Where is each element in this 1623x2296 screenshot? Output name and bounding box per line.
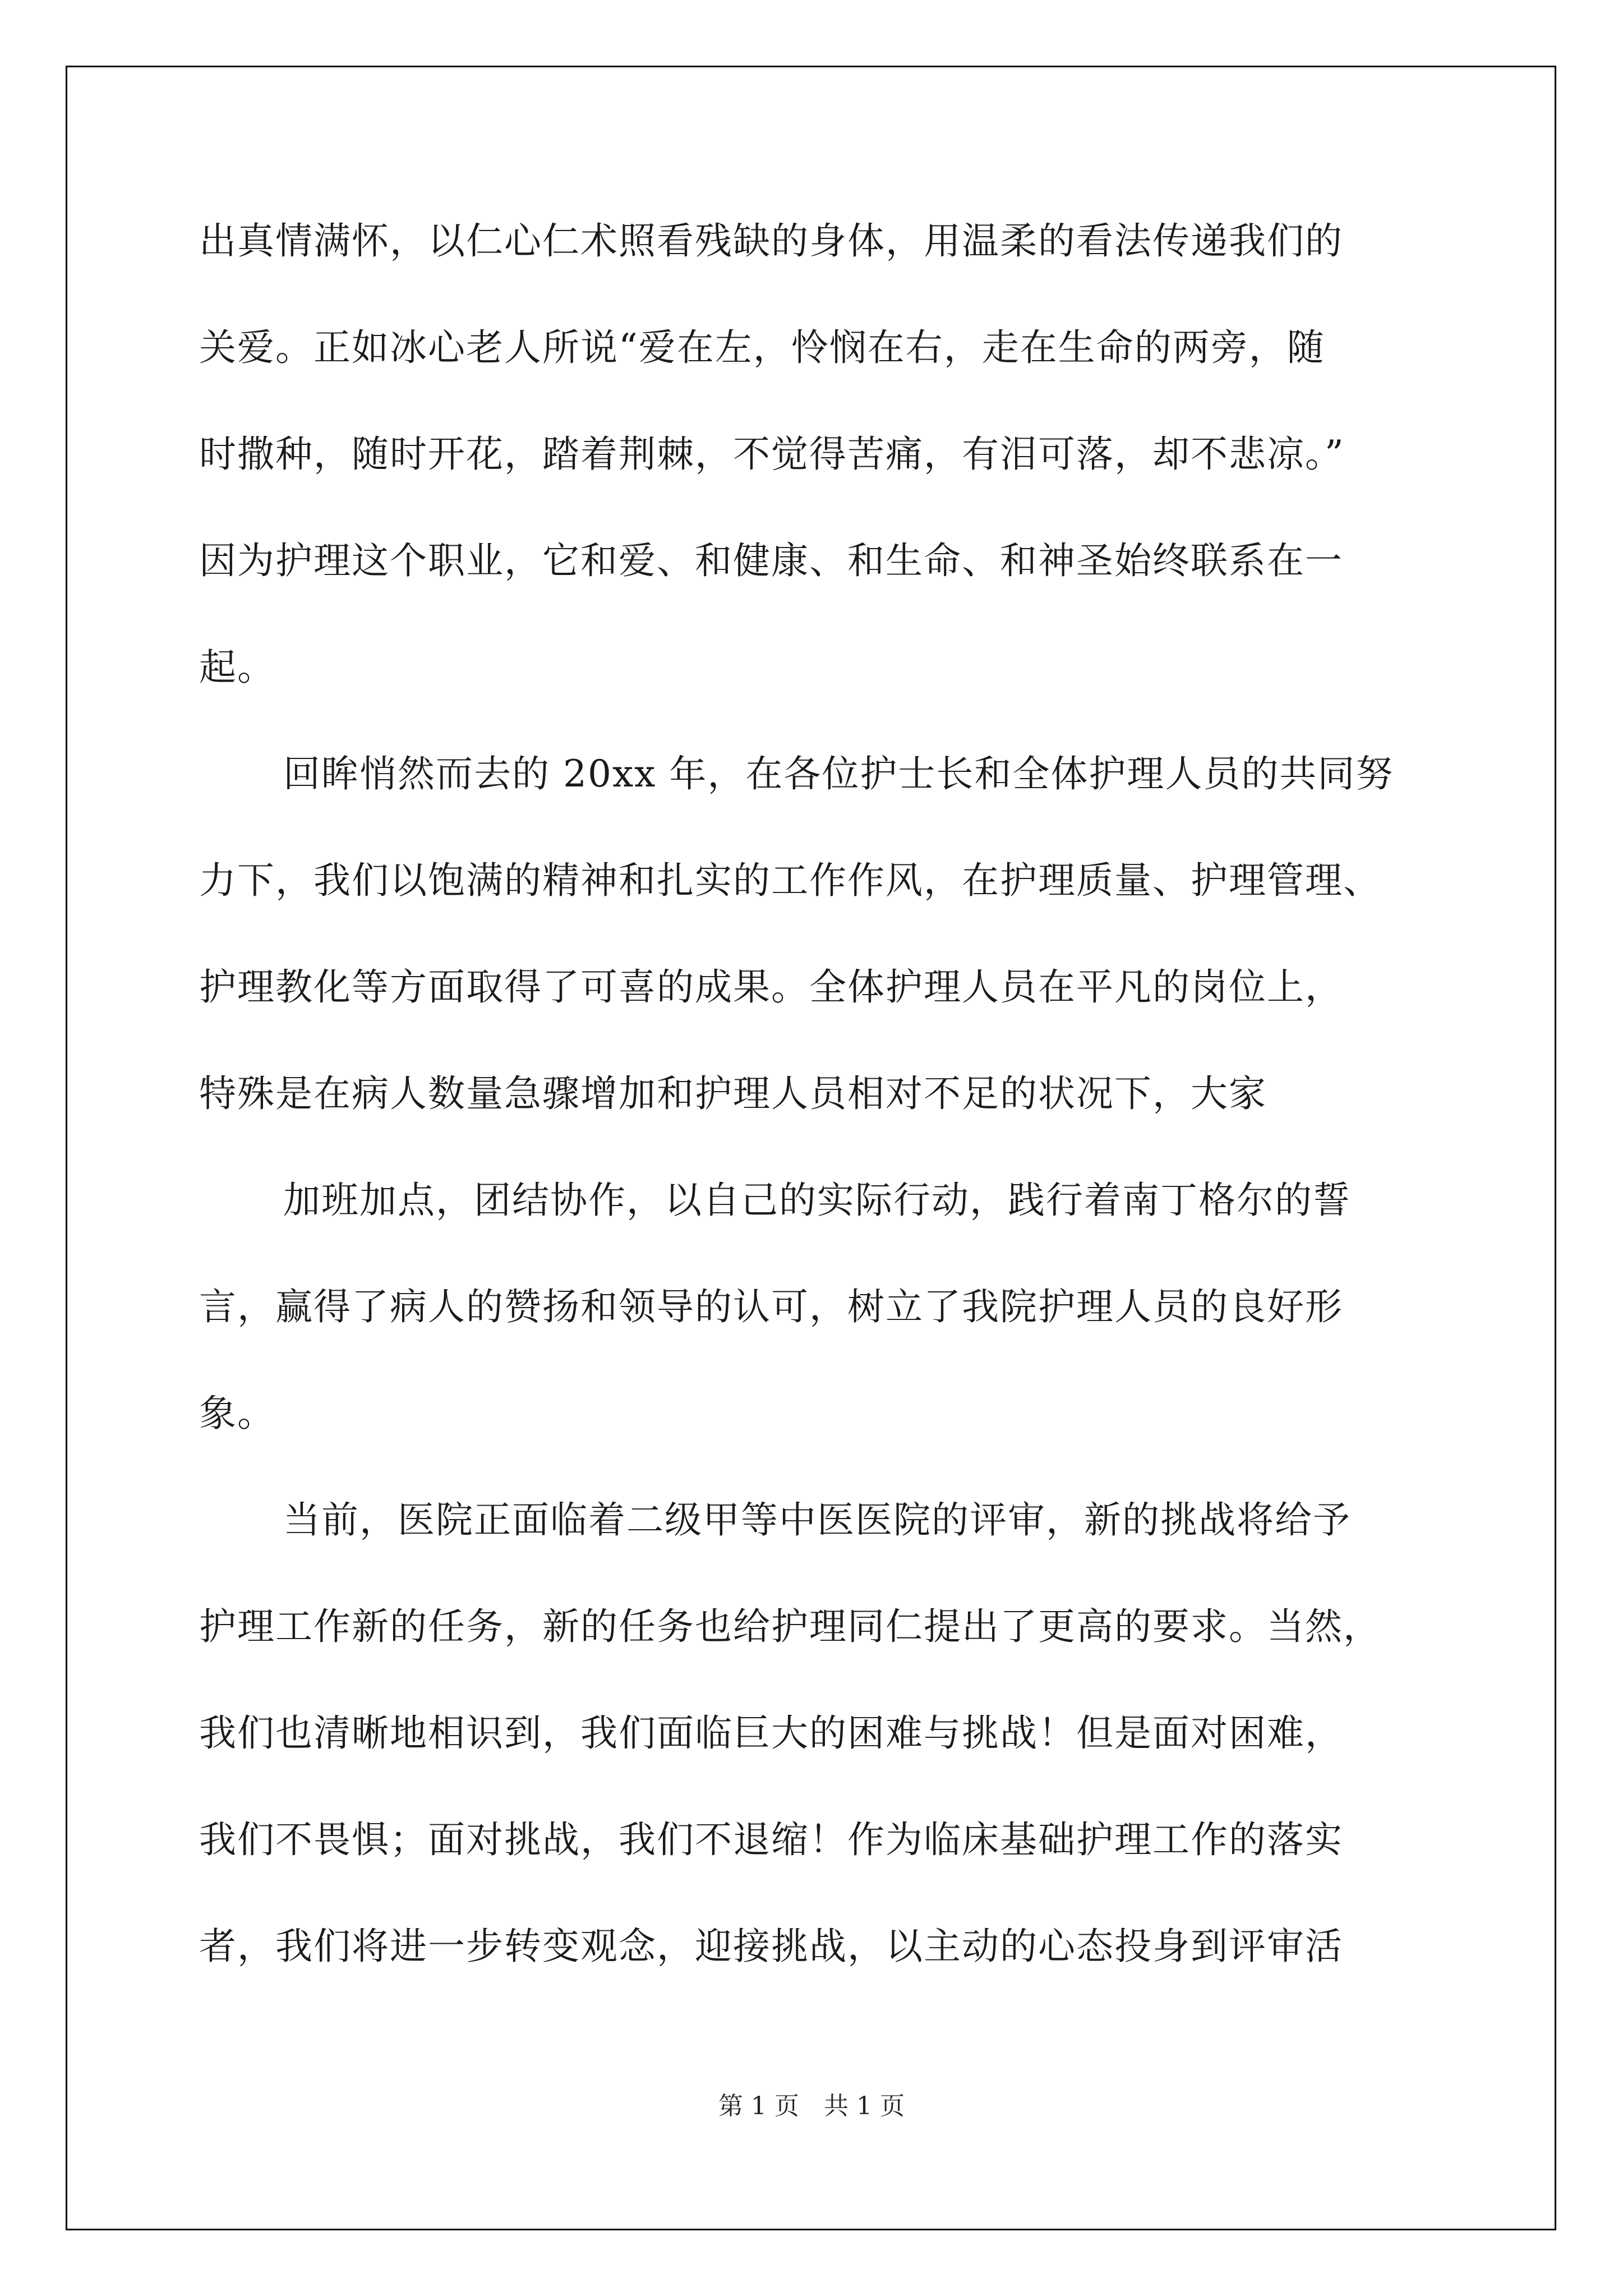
text-line: 我们不畏惧；面对挑战，我们不退缩！作为临床基础护理工作的落实 [199, 1818, 1343, 1861]
text-line: 时撒种，随时开花，踏着荆棘，不觉得苦痛，有泪可落，却不悲凉。” [199, 432, 1345, 476]
page-number-footer: 第 1 页 共 1 页 [718, 2092, 905, 2120]
text-line: 护理教化等方面取得了可喜的成果。全体护理人员在平凡的岗位上， [199, 965, 1343, 1009]
text-line: 者，我们将进一步转变观念，迎接挑战，以主动的心态投身到评审活 [199, 1925, 1343, 1968]
paragraph-first-line: 当前，医院正面临着二级甲等中医医院的评审，新的挑战将给予 [283, 1498, 1351, 1542]
text-line: 特殊是在病人数量急骤增加和护理人员相对不足的状况下，大家 [199, 1072, 1267, 1115]
document-body [199, 213, 1433, 2025]
text-line: 象。 [199, 1392, 275, 1435]
paragraph-first-line: 加班加点，团结协作，以自己的实际行动，践行着南丁格尔的誓 [283, 1179, 1351, 1222]
text-line: 起。 [199, 646, 275, 689]
text-line: 我们也清晰地相识到，我们面临巨大的困难与挑战！但是面对困难， [199, 1711, 1343, 1755]
paragraph-first-line: 回眸悄然而去的 20xx 年，在各位护士长和全体护理人员的共同努 [283, 752, 1394, 795]
text-line: 力下，我们以饱满的精神和扎实的工作作风，在护理质量、护理管理、 [199, 859, 1381, 902]
text-line: 出真情满怀，以仁心仁术照看残缺的身体，用温柔的看法传递我们的 [199, 219, 1343, 263]
text-line: 关爱。正如冰心老人所说“爱在左，怜悯在右，走在生命的两旁，随 [199, 326, 1325, 369]
text-line: 护理工作新的任务，新的任务也给护理同仁提出了更高的要求。当然， [199, 1605, 1381, 1648]
text-line: 言，赢得了病人的赞扬和领导的认可，树立了我院护理人员的良好形 [199, 1285, 1343, 1328]
text-line: 因为护理这个职业，它和爱、和健康、和生命、和神圣始终联系在一 [199, 539, 1343, 582]
